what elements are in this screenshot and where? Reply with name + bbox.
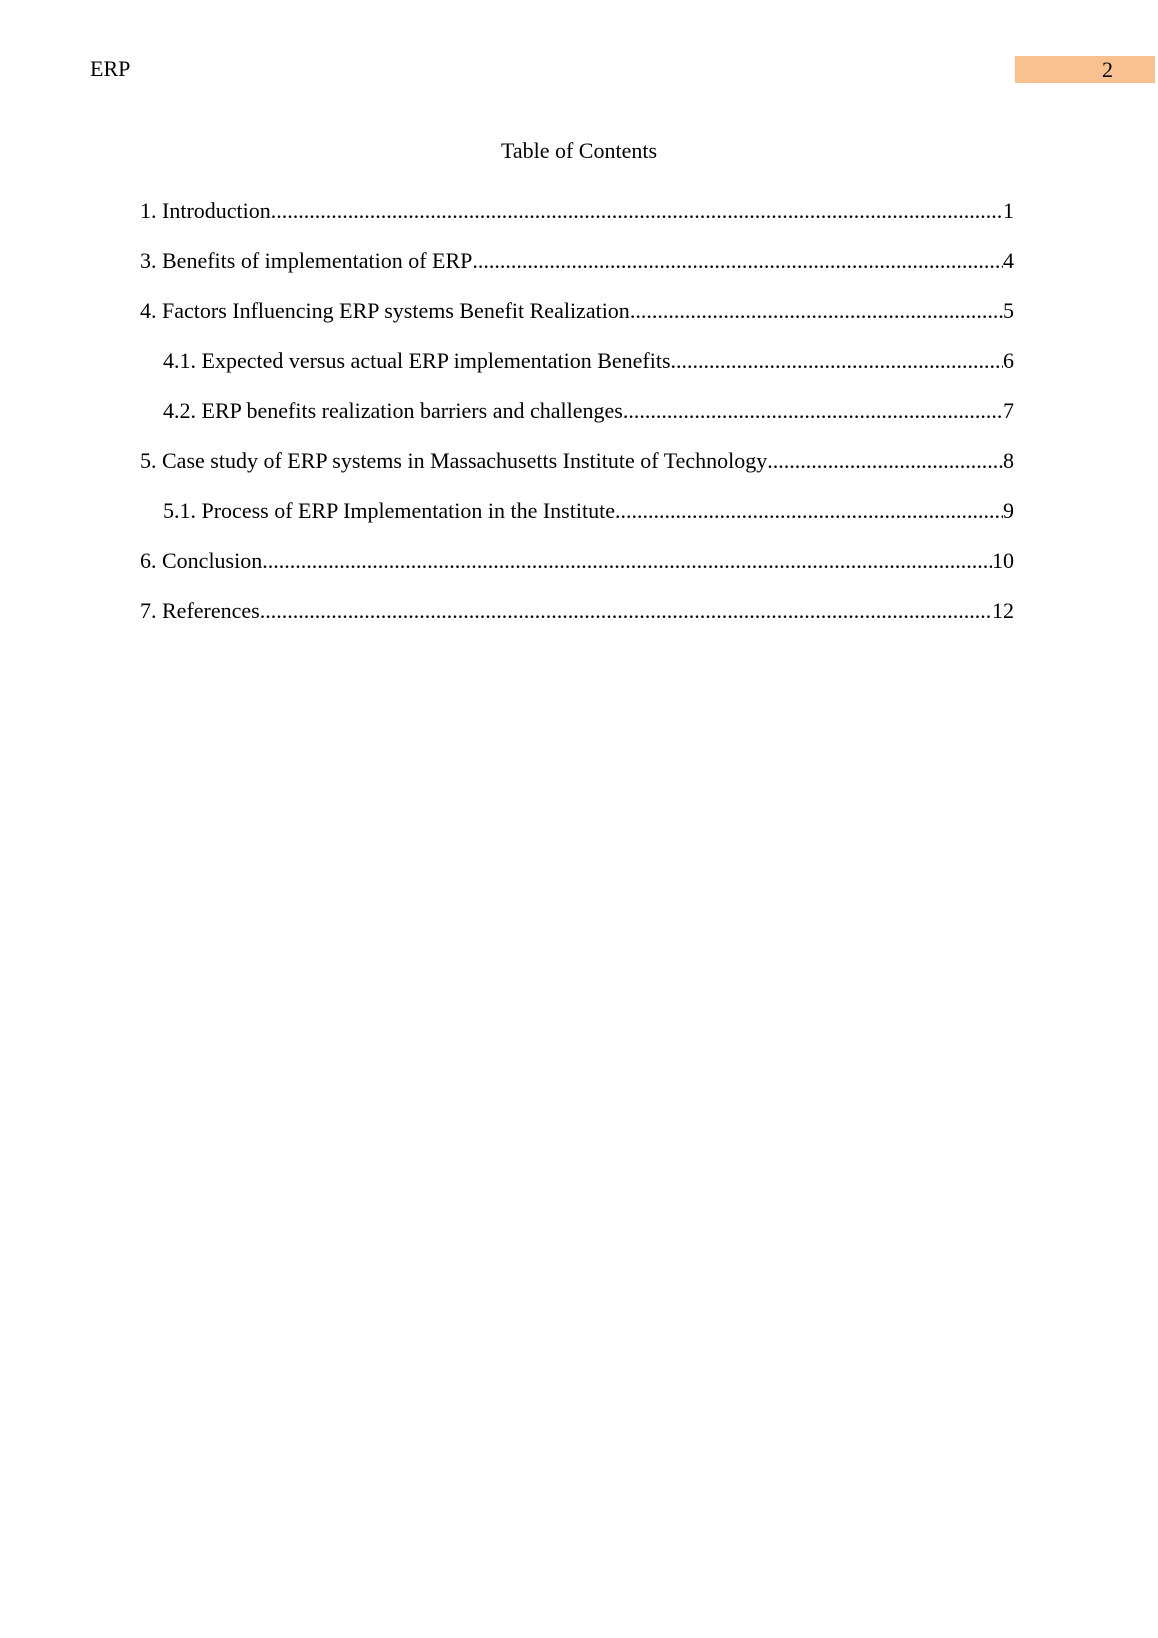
toc-dot-leader <box>767 448 1003 474</box>
toc-entry-barriers[interactable] <box>140 398 1014 448</box>
toc-entry-expected-vs-actual[interactable] <box>140 348 1014 398</box>
toc-entry-page: 9 <box>1003 498 1014 523</box>
toc-entry-case-study[interactable] <box>140 448 1014 498</box>
toc-entry-text: 3. Benefits of implementation of ERP <box>140 248 473 273</box>
toc-dot-leader <box>671 348 1003 374</box>
toc-dot-leader <box>262 548 992 574</box>
toc-entry-text: 6. Conclusion <box>140 548 263 573</box>
toc-entry-text: 7. References <box>140 598 260 623</box>
toc-entry-factors[interactable] <box>140 298 1014 348</box>
toc-entry-text: 4. Factors Influencing ERP systems Benefit Realization <box>140 298 630 323</box>
toc-entry-page: 8 <box>1003 448 1014 473</box>
toc-entry-references[interactable] <box>140 598 1014 648</box>
toc-entry-process[interactable] <box>140 498 1014 548</box>
toc-entry-text: 5.1. Process of ERP Implementation in the Institute <box>163 498 615 523</box>
toc-entry-page: 10 <box>992 548 1014 573</box>
toc-entry-page: 12 <box>992 598 1014 623</box>
toc-entry-text: 1. Introduction <box>140 198 271 223</box>
toc-entry-page: 5 <box>1003 298 1014 323</box>
toc-title: Table of Contents <box>500 138 658 163</box>
running-header-title: ERP <box>90 56 131 81</box>
toc-entry-text: 4.1. Expected versus actual ERP implementation Benefits <box>163 348 671 373</box>
toc-entry-text: 4.2. ERP benefits realization barriers and challenges <box>163 398 623 423</box>
toc-dot-leader <box>630 298 1003 324</box>
toc-dot-leader <box>271 198 1003 224</box>
toc-list <box>140 198 1014 648</box>
toc-entry-introduction[interactable] <box>140 198 1014 248</box>
toc-entry-page: 7 <box>1003 398 1014 423</box>
toc-entry-conclusion[interactable] <box>140 548 1014 598</box>
toc-entry-text: 5. Case study of ERP systems in Massachusetts Institute of Technology <box>140 448 768 473</box>
toc-entry-benefits[interactable] <box>140 248 1014 298</box>
toc-dot-leader <box>472 248 1003 274</box>
toc-dot-leader <box>623 398 1003 424</box>
toc-dot-leader <box>260 598 992 624</box>
toc-entry-page: 6 <box>1003 348 1014 373</box>
toc-entry-page: 4 <box>1003 248 1014 273</box>
toc-entry-page: 1 <box>1003 198 1014 223</box>
toc-dot-leader <box>615 498 1003 524</box>
page-number-badge: 2 <box>1015 56 1155 83</box>
